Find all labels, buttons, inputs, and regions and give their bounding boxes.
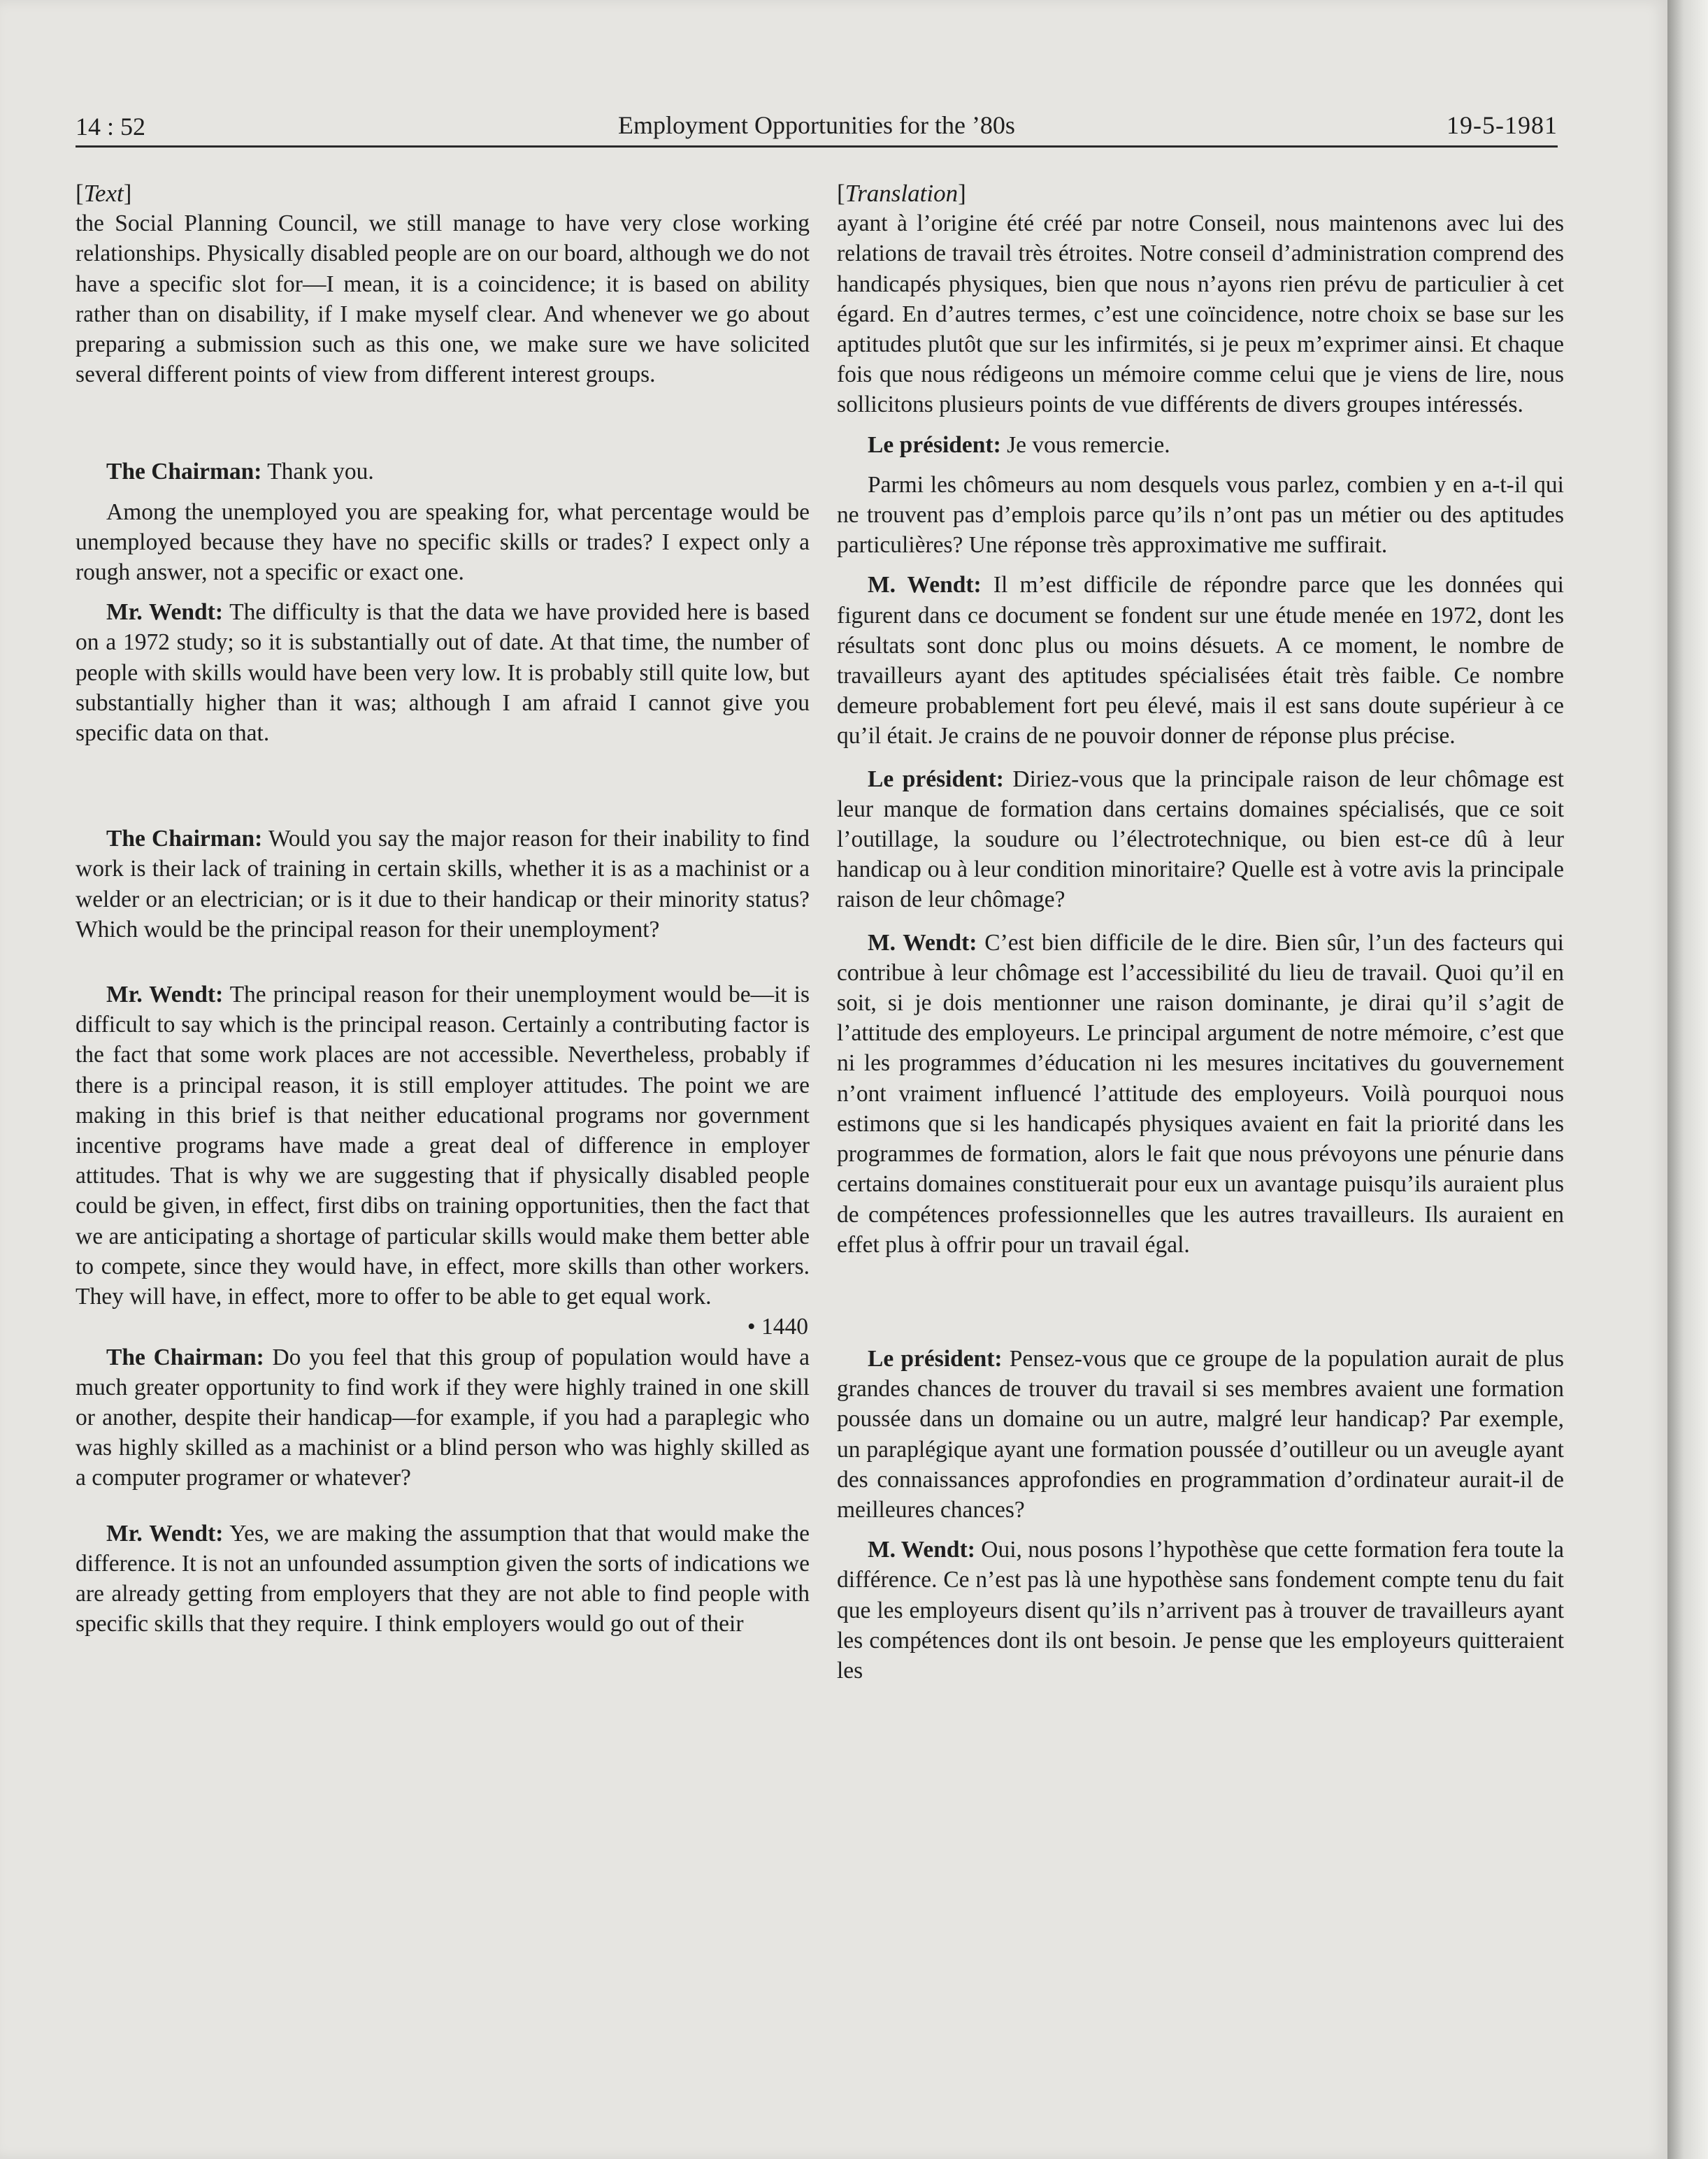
english-column	[76, 178, 810, 1639]
speaker-paragraph: The Chairman: Would you say the major reason for their inability to find work is their lack of training in certain skills, whether it is as a machinist or a welder or an electrician; or is it due to their handicap or their minority status? Which would be the principal reason for their unemployment?	[76, 826, 810, 942]
speaker-name: Le président:	[868, 1345, 1003, 1372]
speaker-name: M. Wendt:	[868, 1537, 975, 1563]
french-column	[837, 178, 1564, 1686]
speaker-paragraph: M. Wendt: Oui, nous posons l’hypothèse que cette formation fera toute la différence. Ce n’est pas là une hypothèse sans fondement compte tenu du fait que les employeurs disent qu’ils n’arrivent pas à trouver de travailleurs ayant les compétences dont ils ont besoin. Je pense que les employeurs quitteraient les	[837, 1537, 1565, 1684]
session-date: 19-5-1981	[1447, 111, 1558, 139]
speaker-paragraph: Le président: Je vous remercie.	[868, 431, 1170, 458]
paragraph: ayant à l’origine été créé par notre Conseil, nous maintenons avec lui des relations de travail très étroites. Notre conseil d’administration comprend des handicapés physiques, bien que nous n’ayons rien prévu de particulier à cet égard. En d’autres termes, c’est une coïncidence, notre choix se base sur les aptitudes plutôt que sur les infirmités, si je peux m’exprimer ainsi. Et chaque fois que nous rédigeons un mémoire comme celui que je viens de lire, nous sollicitons plusieurs points de vue différents de divers groupes intéressés.	[837, 210, 1564, 418]
page-edge	[1667, 0, 1708, 2159]
speaker-name: Mr. Wendt:	[106, 982, 224, 1008]
speaker-name: M. Wendt:	[868, 929, 977, 956]
speaker-paragraph: Le président: Diriez-vous que la principale raison de leur chômage est leur manque de formation dans certains domaines spécialisés, que ce soit l’outillage, la soudure ou l’électrotechnique, ou bien est-ce dû à leur handicap ou à leur condition minoritaire? Quelle est à votre avis la principale raison de leur chômage?	[837, 766, 1564, 913]
speaker-paragraph: Mr. Wendt: The difficulty is that the data we have provided here is based on a 1972 study; so it is substantially out of date. At that time, the number of people with skills would have been very low. It is probably still quite low, but substantially higher than it was; although I am afraid I cannot give you specific data on that.	[76, 599, 810, 747]
running-title: Employment Opportunities for the ’80s	[618, 111, 1015, 139]
paragraph: Parmi les chômeurs au nom desquels vous parlez, combien y en a-t-il qui ne trouvent pas d’emplois parce qu’ils n’ont pas un métier ou des aptitudes particulières? Une réponse très approximative me suffirait.	[837, 471, 1564, 559]
speaker-name: The Chairman:	[106, 1344, 264, 1370]
speaker-paragraph: The Chairman: Thank you.	[106, 459, 374, 485]
speaker-name: Mr. Wendt:	[106, 599, 223, 626]
speaker-paragraph: Mr. Wendt: Yes, we are making the assumption that that would make the difference. It is not an unfounded assumption given the sorts of indications we are already getting from employers that they are not able to find people with specific skills that they require. I think employers would go out of their	[76, 1520, 810, 1637]
time-marker: • 1440	[747, 1314, 808, 1340]
speaker-paragraph: Le président: Pensez-vous que ce groupe de la population aurait de plus grandes chances de trouver du travail si ses membres avaient une formation poussée dans un domaine ou un autre, malgré leur handicap? Par exemple, un paraplégique ayant une formation poussée d’outilleur ou un aveugle ayant des connaissances approfondies en programmation d’ordinateur aurait-il de meilleures chances?	[837, 1345, 1565, 1523]
speaker-name: The Chairman:	[106, 826, 263, 852]
speaker-paragraph: The Chairman: Do you feel that this group of population would have a much greater opportunity to find work if they were highly trained in one skill or another, despite their handicap—for example, if you had a paraplegic who was highly skilled as a machinist or a blind person who was highly skilled as a computer programer or whatever?	[76, 1344, 810, 1491]
speaker-paragraph: Mr. Wendt: The principal reason for their unemployment would be—it is difficult to say which is the principal reason. Certainly a contributing factor is the fact that some work places are not accessible. Nevertheless, probably if there is a principal reason, it is still employer attitudes. The point we are making in this brief is that neither educational programs nor government incentive programs have made a great deal of difference in employer attitudes. That is why we are suggesting that if physically disabled people could be given, in effect, first dibs on training opportunities, then the fact that we are anticipating a shortage of particular skills would make them better able to compete, since they would have, in effect, more skills than other workers. They will have, in effect, more to offer to be able to get equal work.	[76, 982, 810, 1310]
page-header	[76, 105, 1558, 148]
speaker-name: Le président:	[868, 431, 1001, 458]
paragraph: Among the unemployed you are speaking for, what percentage would be unemployed because they have no specific skills or trades? I expect only a rough answer, not a specific or exact one.	[76, 498, 810, 586]
text-tag: [Text]	[76, 180, 132, 207]
speaker-name: M. Wendt:	[868, 572, 982, 598]
page-number: 14 : 52	[76, 113, 146, 141]
speaker-paragraph: M. Wendt: Il m’est difficile de répondre parce que les données qui figurent dans ce document se fondent sur une étude menée en 1972, dont les résultats sont donc plus ou moins désuets. A ce moment, le nombre de travailleurs ayant des aptitudes spécialisées était très faible. Ce nombre demeure probablement fort peu élevé, mais il est sans doute supérieur à ce qu’il était. Je crains de ne pouvoir donner de réponse plus précise.	[837, 572, 1564, 749]
speaker-paragraph: M. Wendt: C’est bien difficile de le dire. Bien sûr, l’un des facteurs qui contribue à leur chômage est l’accessibilité du lieu de travail. Quoi qu’il en soit, si je dois mentionner une raison dominante, je dirai qu’il s’agit de l’attitude des employeurs. Le principal argument de notre mémoire, c’est que ni les programmes d’éducation ni les mesures incitatives du gouvernement n’ont vraiment influencé l’attitude des employeurs. Voilà pourquoi nous estimons que si les handicapés physiques avaient en fait la priorité dans les programmes de formation, alors le fait que nous prévoyons une pénurie dans certains domaines constituerait pour eux un avantage puisqu’ils auraient plus de compétences professionnelles que les autres travailleurs. Ils auraient en effet plus à offrir pour un travail égal.	[837, 929, 1564, 1258]
speaker-name: Le président:	[868, 766, 1004, 792]
translation-tag: [Translation]	[837, 180, 966, 207]
speaker-name: Mr. Wendt:	[106, 1520, 224, 1547]
speaker-name: The Chairman:	[106, 459, 262, 485]
paragraph: the Social Planning Council, we still manage to have very close working relationships. Physically disabled people are on our board, although we do not have a specific slot for—I mean, it is a coincidence; it is based on ability rather than on disability, if I make myself clear. And whenever we go about preparing a submission such as this one, we make sure we have solicited several different points of view from different interest groups.	[76, 210, 810, 388]
